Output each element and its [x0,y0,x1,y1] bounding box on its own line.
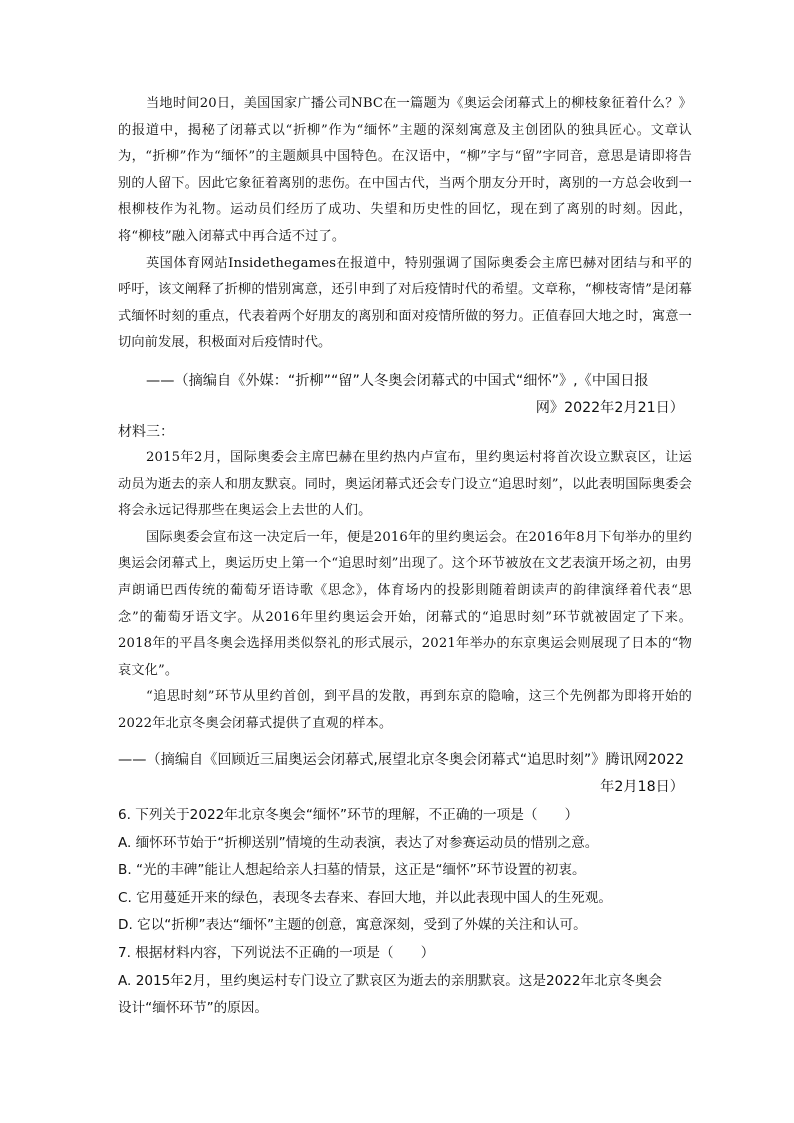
material-3-paragraph-3: “追思时刻”环节从里约首创，到平昌的发散，再到东京的隐喻，这三个先例都为即将开始的2022年北京冬奥会闭幕式提供了直观的样本。 [118,689,692,731]
question-6-option-a: A. 缅怀环节始于“折柳送别”情境的生动表演，表达了对参赛运动员的惜别之意。 [118,834,599,851]
material-2-source [118,368,692,422]
material-3-paragraph-1: 2015年2月，国际奥委会主席巴赫在里约热内卢宣布，里约奥运村将首次设立默哀区，让运动员为逝去的亲人和朋友默哀。同时，奥运闭幕式还会专门设立“追思时刻”，以此表明国际奥委会将会永远记得那些在奥运会上去世的人们。 [118,450,692,519]
source-citation-line-1: ——（摘编自《外媒：“折柳”“留”人冬奥会闭幕式的中国式“细怀”》,《中国日报 [146,373,649,389]
questions-section [118,802,692,1023]
question-7: 7. 根据材料内容，下列说法不正确的一项是（ ） [118,944,435,961]
question-6-option-c: C. 它用蔓延开来的绿色，表现冬去春来、春回大地，并以此表现中国人的生死观。 [118,889,612,906]
question-6: 6. 下列关于2022年北京冬奥会“缅怀”环节的理解，不正确的一项是（ ） [118,807,579,823]
question-7-option-a-line-2: 设计“缅怀环节”的原因。 [118,1000,269,1017]
material-2-section [118,91,692,357]
material-3-section [118,421,692,738]
source-citation [118,747,692,801]
material-3-paragraph-2: 国际奥委会宣布这一决定后一年，便是2016年的里约奥运会。在2016年8月下旬举办的里约奥运会闭幕式上，奥运历史上第一个“追思时刻”出现了。这个环节被放在文艺表演开场之初，由男声朗诵巴西传统的葡萄牙语诗歌《思念》，体育场内的投影則随着朗读声的韵律演绎着代表“思念”的葡萄牙语文字。从2016年里约奥运会开始，闭幕式的“追思时刻”环节就被固定了下来。2018年的平昌冬奥会选择用类似祭礼的形式展示，2021年举办的东京奥运会则展现了日本的“物哀文化”。 [118,529,692,678]
question-6-option-d: D. 它以“折柳”表达“缅怀”主题的创意，寓意深刻，受到了外媒的关注和认可。 [118,917,587,934]
source-citation-line-1: ——（摘编自《回顾近三届奥运会闭幕式,展望北京冬奥会闭幕式“追思时刻”》腾讯网2022 [118,752,685,768]
material-3-source [118,747,692,801]
source-citation-line-2: 年2月18日） [600,779,684,795]
question-7-option-a-line-1: A. 2015年2月，里约奥运村专门设立了默哀区为逝去的亲朋默哀。这是2022年北京冬奥会 [118,972,663,989]
material-2-paragraph-1: 当地时间20日，美国国家广播公司NBC在一篇题为《奥运会闭幕式上的柳枝象征着什么？》的报道中，揭秘了闭幕式以“折柳”作为“缅怀”主题的深刻寓意及主创团队的独具匠心。文章认为，“折柳”作为“缅怀”的主题颇具中国特色。在汉语中，“柳”字与“留”字同音，意思是请即将告别的人留下。因此它象征着离别的悲伤。在中国古代，当两个朋友分开时，离别的一方总会收到一根柳枝作为礼物。运动员们经历了成功、失望和历史性的回忆，现在到了离别的时刻。因此，将“柳枝”融入闭幕式中再合适不过了。 [118,96,692,244]
question-6-option-b: B. “光的丰碑”能让人想起给亲人扫墓的情景，这正是“缅怀”环节设置的初衷。 [118,862,586,879]
source-citation [118,368,692,422]
material-2-paragraph-2: 英国体育网站Insidethegames在报道中，特别强调了国际奥委会主席巴赫对团结与和平的呼吁，该文阐释了折柳的惜别寓意，还引申到了对后疫情时代的希望。文章称，“柳枝寄情”是闭幕式缅怀时刻的重点，代表着两个好朋友的离别和面对疫情所做的努力。正值春回大地之时，寓意一切向前发展，积极面对后疫情时代。 [118,255,692,351]
material-3-label: 材料三： [118,424,174,440]
source-citation-line-2: 网》2022年2月21日） [535,400,684,416]
